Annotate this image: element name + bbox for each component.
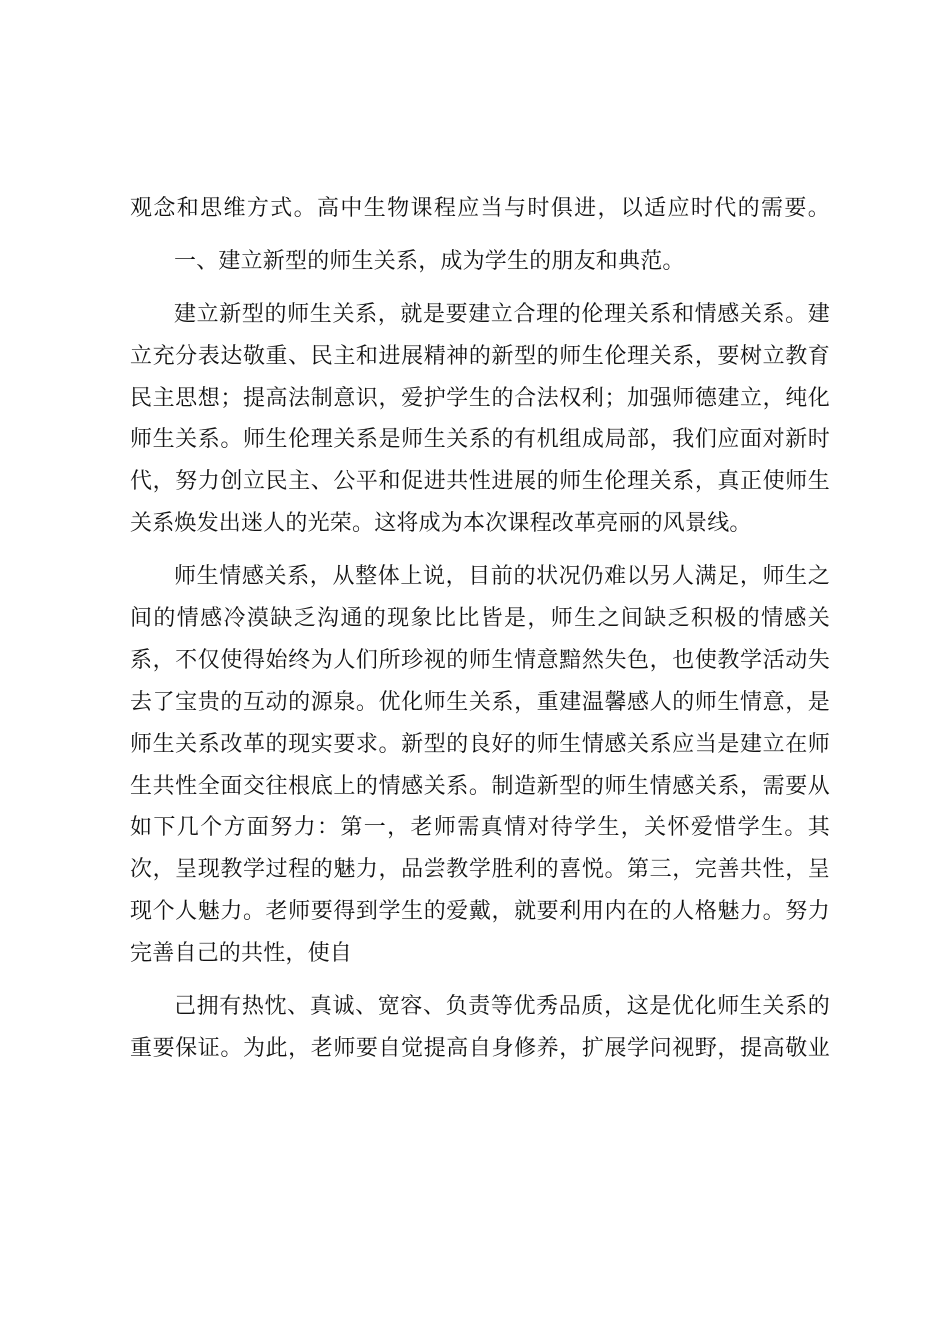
text-line: 代，努力创立民主、公平和促进共性进展的师生伦理关系，真正使师生 — [130, 469, 830, 495]
paragraph-3 — [130, 294, 830, 545]
text-line: 如下几个方面努力：第一，老师需真情对待学生，关怀爱惜学生。其 — [130, 815, 830, 841]
text-line: 民主思想；提高法制意识，爱护学生的合法权利；加强师德建立，纯化 — [130, 385, 830, 411]
text-line: 己拥有热忱、真诚、宽容、负责等优秀品质，这是优化师生关系的 — [174, 994, 830, 1020]
text-line: 系，不仅使得始终为人们所珍视的师生情意黯然失色，也使教学活动失 — [130, 647, 830, 673]
text-line: 师生关系改革的现实要求。新型的良好的师生情感关系应当是建立在师 — [130, 731, 830, 757]
text-line: 关系焕发出迷人的光荣。这将成为本次课程改革亮丽的风景线。 — [130, 511, 752, 537]
text-line: 完善自己的共性，使自 — [130, 941, 353, 967]
section-heading-text: 一、建立新型的师生关系，成为学生的朋友和典范。 — [174, 248, 685, 274]
text-line: 生共性全面交往根底上的情感关系。制造新型的师生情感关系，需要从 — [130, 773, 830, 799]
section-heading-1 — [130, 241, 830, 283]
text-line: 现个人魅力。老师要得到学生的爱戴，就要利用内在的人格魅力。努力 — [130, 899, 830, 925]
paragraph-5 — [130, 986, 830, 1070]
text-line: 师生关系。师生伦理关系是师生关系的有机组成局部，我们应面对新时 — [130, 427, 830, 453]
text-line: 去了宝贵的互动的源泉。优化师生关系，重建温馨感人的师生情意，是 — [130, 689, 830, 715]
text-line: 建立新型的师生关系，就是要建立合理的伦理关系和情感关系。建 — [174, 301, 830, 327]
text-line: 次，呈现教学过程的魅力，品尝教学胜利的喜悦。第三，完善共性，呈 — [130, 857, 830, 883]
paragraph-4 — [130, 556, 830, 975]
text-line: 重要保证。为此，老师要自觉提高自身修养，扩展学问视野，提高敬业 — [130, 1035, 830, 1061]
text-line: 立充分表达敬重、民主和进展精神的新型的师生伦理关系，要树立教育 — [130, 343, 830, 369]
paragraph-1 — [130, 188, 830, 230]
text-line: 观念和思维方式。高中生物课程应当与时俱进，以适应时代的需要。 — [130, 196, 830, 221]
text-line: 师生情感关系，从整体上说，目前的状况仍难以另人满足，师生之 — [174, 564, 830, 590]
document-body — [130, 188, 830, 1070]
text-line: 间的情感冷漠缺乏沟通的现象比比皆是，师生之间缺乏积极的情感关 — [130, 606, 830, 632]
